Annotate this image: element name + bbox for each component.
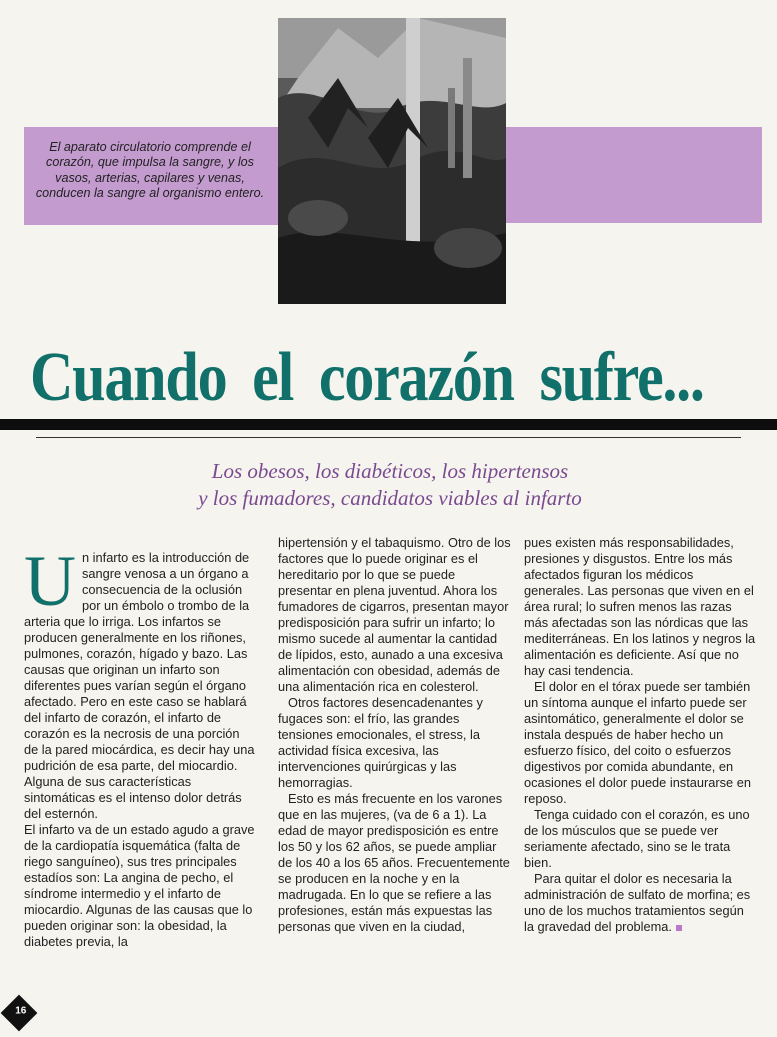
paragraph: Tenga cuidado con el corazón, es uno de los músculos que se puede ver seriamente afectado, sino se le trata bien.	[524, 807, 750, 870]
garden-photo	[278, 18, 506, 304]
text-column-3	[524, 535, 756, 935]
subtitle-line-1: Los obesos, los diabéticos, los hipertensos	[211, 459, 569, 483]
end-mark-icon	[676, 925, 682, 931]
headline-rule-thin	[36, 437, 741, 438]
closing-text: Para quitar el dolor es necesaria la administración de sulfato de morfina; es uno de los muchos tratamientos según la gravedad del problema.	[524, 871, 751, 934]
caption-band-right	[506, 127, 762, 223]
paragraph: hipertensión y el tabaquismo. Otro de los factores que lo puede originar es el hereditario por lo que se puede presentar en plena juventud. Ahora los fumadores de cigarros, presentan mayor predisposición para sufrir un infarto; lo mismo sucede al aumentar la cantidad de lípidos, esto, aunado a una excesiva alimentación con obesidad, además de una alimentación rica en colesterol.	[278, 535, 511, 694]
paragraph: Esto es más frecuente en los varones que en las mujeres, (va de 6 a 1). La edad de mayor predisposición es entre los 50 y los 62 años, se puede ampliar de los 40 a los 65 años. Frecuentemente se producen en la noche y en la madrugada. En lo que se refiere a las profesiones, están más expuestas las personas que viven en la ciudad,	[278, 791, 510, 934]
paragraph	[524, 871, 756, 935]
text-column-2	[278, 535, 511, 935]
paragraph: El dolor en el tórax puede ser también un síntoma aunque el infarto puede ser asintomático, generalmente el dolor se instala después de haber hecho un esfuerzo físico, del coito o esfuerzos digestivos por comida abundante, en ocasiones el dolor puede instaurarse en reposo.	[524, 679, 751, 806]
headline-rule	[0, 419, 777, 430]
page-number: 16	[15, 1005, 27, 1017]
paragraph: El infarto va de un estado agudo a grave de la cardiopatía isquemática (falta de riego sanguíneo), sus tres principales estadíos son: La angina de pecho, el síndrome intermedio y el infarto de miocardio. Algunas de las causas que lo pueden originar son: la obesidad, la diabetes previa, la	[24, 822, 255, 949]
page-number-badge	[1, 995, 38, 1032]
article-headline: Cuando el corazón sufre...	[30, 339, 704, 416]
subtitle-line-2: y los fumadores, candidatos viables al infarto	[198, 486, 582, 510]
paragraph: Otros factores desencadenantes y fugaces son: el frío, las grandes tensiones emocionales, el stress, la actividad física excesiva, las intervenciones quirúrgicas y las hemorragias.	[278, 695, 483, 790]
drop-cap: U	[24, 541, 76, 621]
lead-text: n infarto es la introducción de sangre venosa a un órgano a consecuencia de la oclusión por un émbolo o trombo de la arteria que lo irriga. Los infartos se producen generalmente en los riñones, pulmones, corazón, hígado y bazo. Las causas que originan un infarto son diferentes pues varían según el órgano afectado. Pero en este caso se hablará del infarto de corazón, el infarto de corazón es la necrosis de una porción de la pared miocárdica, es decir hay una pudrición de esa parte, del miocardio. Alguna de sus características sintomáticas es el intenso dolor detrás del esternón.	[24, 550, 255, 821]
paragraph	[24, 541, 257, 822]
paragraph: pues existen más responsabilidades, presiones y disgustos. Entre los más afectados figuran los médicos generales. Las personas que viven en el área rural; lo sufren menos las razas más afectadas son las nórdicas que las mediterráneas. En los latinos y negros la alimentación es deficiente. Así que no hay casi tendencia.	[524, 535, 756, 678]
article-subtitle	[40, 458, 740, 512]
text-column-1	[24, 541, 257, 950]
photo-caption: El aparato circulatorio comprende el corazón, que impulsa la sangre, y los vasos, arterias, capilares y venas, conducen la sangre al organismo entero.	[35, 140, 265, 201]
